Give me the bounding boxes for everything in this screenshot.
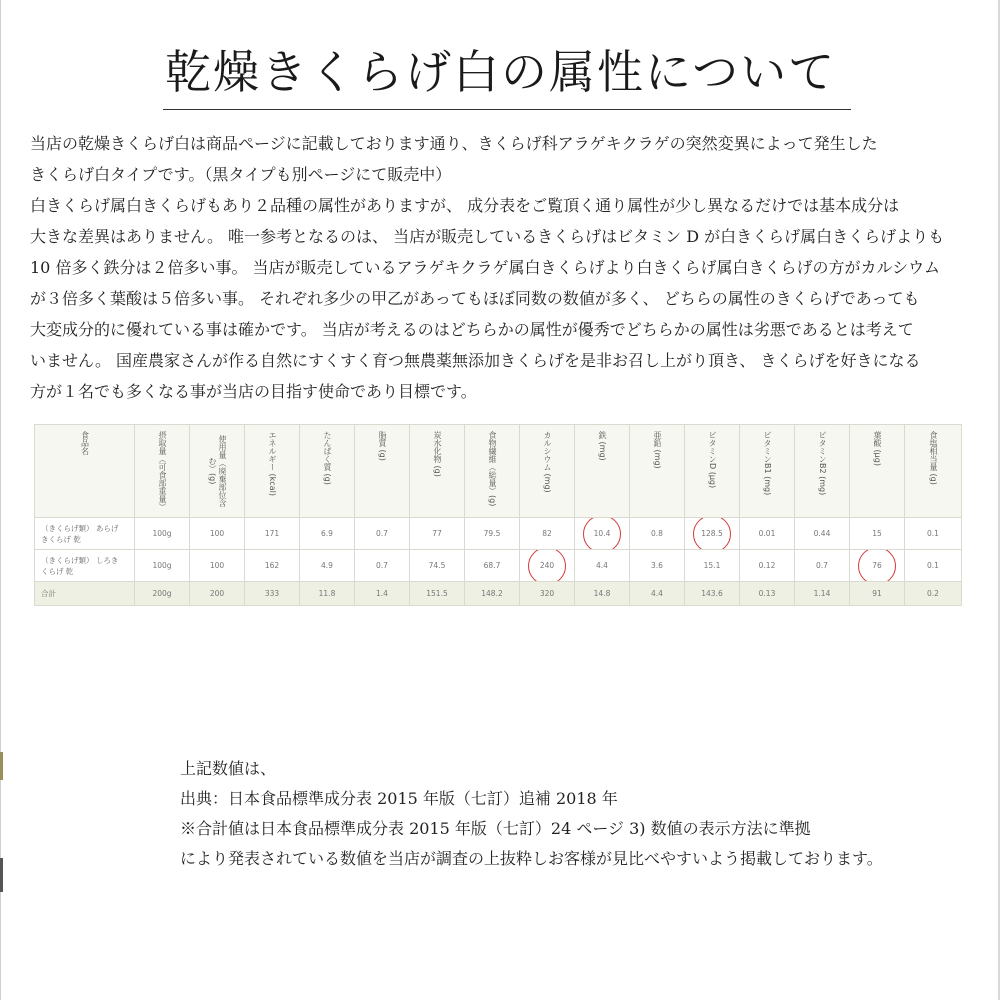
intro-text bbox=[30, 128, 980, 407]
note-line: 出典：日本食品標準成分表 2015 年版（七訂）追補 2018 年 bbox=[180, 789, 618, 808]
table-cell: 333 bbox=[245, 582, 300, 606]
table-cell: 143.6 bbox=[685, 582, 740, 606]
page-title: 乾燥きくらげ白の属性について bbox=[165, 45, 837, 99]
source-notes bbox=[180, 754, 940, 874]
nutrition-table bbox=[34, 424, 962, 606]
food-name-line: （きくらげ類） あらげ bbox=[41, 523, 119, 533]
note-line: ※合計値は日本食品標準成分表 2015 年版（七訂）24 ページ 3) 数値の表示方法に準拠 bbox=[180, 819, 811, 838]
note-line: により発表されている数値を当店が調査の上抜粋しお客様が見比べやすいよう掲載しております。 bbox=[180, 849, 883, 868]
food-name-cell bbox=[35, 518, 135, 550]
table-cell: 0.1 bbox=[905, 518, 962, 550]
table-cell: 74.5 bbox=[410, 550, 465, 582]
intro-line: 大きな差異はありません。 唯一参考となるのは、 当店が販売しているきくらげはビタミン D が白きくらげ属白きくらげよりも bbox=[30, 227, 945, 246]
table-cell: 200 bbox=[190, 582, 245, 606]
table-cell: 11.8 bbox=[300, 582, 355, 606]
table-cell: 0.01 bbox=[740, 518, 795, 550]
column-header: 食物繊維（総量）(g) bbox=[465, 425, 520, 518]
food-name-line: （きくらげ類） しろき bbox=[41, 555, 119, 565]
table-cell-highlighted bbox=[850, 550, 905, 582]
left-edge-mark bbox=[0, 752, 3, 780]
column-header: 葉酸 (μg) bbox=[850, 425, 905, 518]
column-header: 摂取量（可食部重量） bbox=[135, 425, 190, 518]
table-cell-highlighted bbox=[575, 518, 630, 550]
intro-line: が３倍多く葉酸は５倍多い事。 それぞれ多少の甲乙があってもほぼ同数の数値が多く、 どちらの属性のきくらげであっても bbox=[30, 289, 920, 308]
table-cell: 6.9 bbox=[300, 518, 355, 550]
table-cell: 4.4 bbox=[630, 582, 685, 606]
intro-line: 方が１名でも多くなる事が当店の目指す使命であり目標です。 bbox=[30, 382, 477, 401]
table-cell: 100g bbox=[135, 550, 190, 582]
food-name-line: きくらげ 乾 bbox=[41, 534, 81, 544]
table-cell: 100g bbox=[135, 518, 190, 550]
table-cell: 200g bbox=[135, 582, 190, 606]
table-cell: 4.4 bbox=[575, 550, 630, 582]
table-cell-highlighted bbox=[520, 550, 575, 582]
column-header: 使用量（廃棄部位含む）(g) bbox=[190, 425, 245, 518]
total-label: 合計 bbox=[35, 582, 135, 606]
table-cell: 4.9 bbox=[300, 550, 355, 582]
note-line: 上記数値は、 bbox=[180, 759, 277, 778]
table-cell: 0.1 bbox=[905, 550, 962, 582]
table-header-row bbox=[35, 425, 962, 518]
table-cell: 0.44 bbox=[795, 518, 850, 550]
table-cell: 0.7 bbox=[355, 518, 410, 550]
food-name-line: くらげ 乾 bbox=[41, 566, 74, 576]
column-header: カルシウム (mg) bbox=[520, 425, 575, 518]
table-cell: 100 bbox=[190, 518, 245, 550]
intro-line: 大変成分的に優れている事は確かです。 当店が考えるのはどちらかの属性が優秀でどちらかの属性は劣悪であるとは考えて bbox=[30, 320, 914, 339]
table-cell: 91 bbox=[850, 582, 905, 606]
table-row bbox=[35, 518, 962, 550]
column-header: 炭水化物 (g) bbox=[410, 425, 465, 518]
table-cell: 3.6 bbox=[630, 550, 685, 582]
table-cell: 77 bbox=[410, 518, 465, 550]
left-edge-mark-dark bbox=[0, 858, 3, 892]
intro-line: 白きくらげ属白きくらげもあり２品種の属性がありますが、 成分表をご覧頂く通り属性が少し異なるだけでは基本成分は bbox=[30, 196, 900, 215]
table-cell: 151.5 bbox=[410, 582, 465, 606]
column-header: ビタミンD (μg) bbox=[685, 425, 740, 518]
highlight-circle: 10.4 bbox=[593, 529, 611, 538]
intro-line: 当店の乾燥きくらげ白は商品ページに記載しております通り、きくらげ科アラゲキクラゲの突然変異によって発生した bbox=[30, 134, 878, 153]
table-cell: 0.8 bbox=[630, 518, 685, 550]
column-header: 食塩相当量 (g) bbox=[905, 425, 962, 518]
table-cell: 0.7 bbox=[795, 550, 850, 582]
table-cell: 82 bbox=[520, 518, 575, 550]
column-header: 食品名 bbox=[35, 425, 135, 518]
table-cell: 14.8 bbox=[575, 582, 630, 606]
table-cell: 0.12 bbox=[740, 550, 795, 582]
table-cell: 148.2 bbox=[465, 582, 520, 606]
highlight-circle: 76 bbox=[872, 561, 882, 570]
table-cell: 0.13 bbox=[740, 582, 795, 606]
intro-line: きくらげ白タイプです。（黒タイプも別ページにて販売中） bbox=[30, 165, 452, 184]
column-header: ビタミンB1 (mg) bbox=[740, 425, 795, 518]
table-cell: 0.2 bbox=[905, 582, 962, 606]
column-header: ビタミンB2 (mg) bbox=[795, 425, 850, 518]
table-cell: 1.4 bbox=[355, 582, 410, 606]
table-cell: 15.1 bbox=[685, 550, 740, 582]
left-border bbox=[0, 0, 1, 1000]
column-header: たんぱく質 (g) bbox=[300, 425, 355, 518]
intro-line: いません。 国産農家さんが作る自然にすくすく育つ無農薬無添加きくらげを是非お召し上がり頂き、 きくらげを好きになる bbox=[30, 351, 921, 370]
table-cell-highlighted bbox=[685, 518, 740, 550]
table-cell: 171 bbox=[245, 518, 300, 550]
table-row bbox=[35, 550, 962, 582]
column-header: 脂質 (g) bbox=[355, 425, 410, 518]
table-cell: 79.5 bbox=[465, 518, 520, 550]
food-name-cell bbox=[35, 550, 135, 582]
table-cell: 0.7 bbox=[355, 550, 410, 582]
column-header: 亜鉛 (mg) bbox=[630, 425, 685, 518]
column-header: エネルギー (kcal) bbox=[245, 425, 300, 518]
table-total-row bbox=[35, 582, 962, 606]
intro-line: 10 倍多く鉄分は２倍多い事。 当店が販売しているアラゲキクラゲ属白きくらげより白きくらげ属白きくらげの方がカルシウム bbox=[30, 258, 940, 277]
highlight-circle: 240 bbox=[539, 561, 555, 570]
table-cell: 1.14 bbox=[795, 582, 850, 606]
highlight-circle: 128.5 bbox=[701, 529, 723, 538]
table-cell: 100 bbox=[190, 550, 245, 582]
table-cell: 162 bbox=[245, 550, 300, 582]
title-underline bbox=[163, 109, 851, 110]
table-cell: 15 bbox=[850, 518, 905, 550]
table-cell: 320 bbox=[520, 582, 575, 606]
table-cell: 68.7 bbox=[465, 550, 520, 582]
column-header: 鉄 (mg) bbox=[575, 425, 630, 518]
